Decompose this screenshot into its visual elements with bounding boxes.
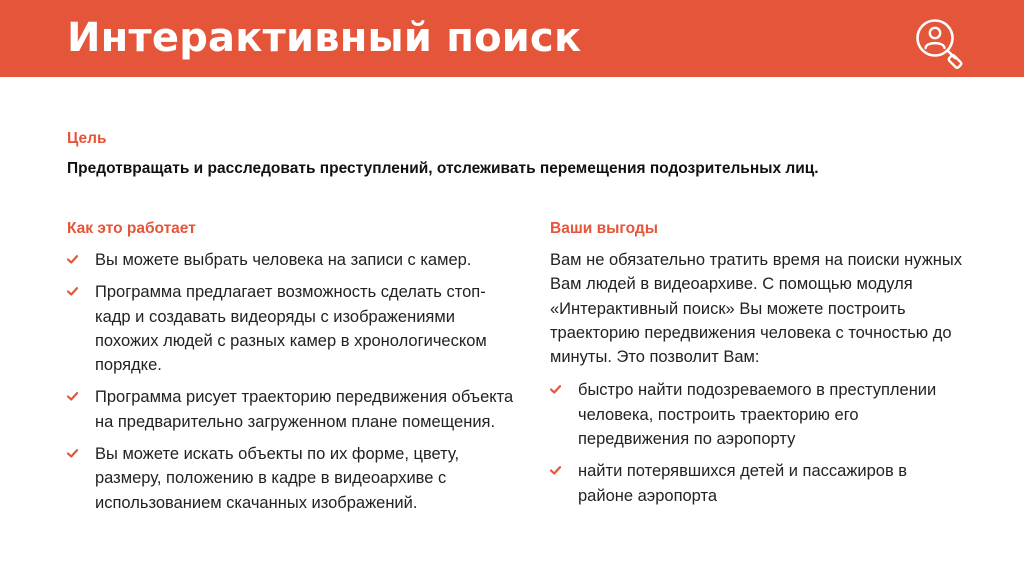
- list-item: [550, 378, 965, 451]
- person-search-icon: [910, 14, 968, 70]
- list-item: [67, 280, 517, 377]
- benefits-list: [550, 378, 965, 507]
- check-icon: [67, 255, 78, 264]
- page-title: Интерактивный поиск: [67, 15, 582, 61]
- list-item-text: Вы можете искать объекты по их форме, цвету, размеру, положению в кадре в видеоархиве с использованием скачанных изображений.: [95, 445, 460, 512]
- check-icon: [67, 392, 78, 401]
- check-icon: [550, 385, 561, 394]
- list-item-text: быстро найти подозреваемого в преступлении человека, построить траекторию его передвижения по аэропорту: [578, 381, 937, 449]
- how-it-works-label: Как это работает: [67, 220, 196, 237]
- how-it-works-list: [67, 248, 517, 515]
- check-icon: [67, 287, 78, 296]
- header-bar: [0, 0, 1024, 77]
- list-item: [67, 385, 517, 434]
- list-item: [550, 459, 965, 508]
- benefits-text: Вам не обязательно тратить время на поиски нужных Вам людей в видеоархиве. С помощью модуля «Интерактивный поиск» Вы можете построить траекторию передвижения человека с точностью до минуты. Это позволит Вам:: [550, 251, 962, 367]
- check-icon: [550, 466, 561, 475]
- list-item-text: Программа предлагает возможность сделать стоп-кадр и создавать видеоряды с изображениями похожих людей с разных камер в хронологическом порядке.: [95, 283, 487, 375]
- list-item-text: Вы можете выбрать человека на записи с камер.: [95, 251, 472, 269]
- how-it-works-column: [67, 248, 517, 515]
- list-item: [67, 442, 517, 515]
- list-item-text: Программа рисует траекторию передвижения объекта на предварительно загруженном плане помещения.: [95, 388, 514, 431]
- goal-label: Цель: [67, 130, 107, 147]
- goal-text: Предотвращать и расследовать преступлений, отслеживать перемещения подозрительных лиц.: [67, 160, 819, 177]
- list-item-text: найти потерявшихся детей и пассажиров в районе аэропорта: [578, 462, 908, 505]
- check-icon: [67, 449, 78, 458]
- list-item: [67, 248, 517, 272]
- benefits-label: Ваши выгоды: [550, 220, 658, 237]
- benefits-column: [550, 248, 965, 508]
